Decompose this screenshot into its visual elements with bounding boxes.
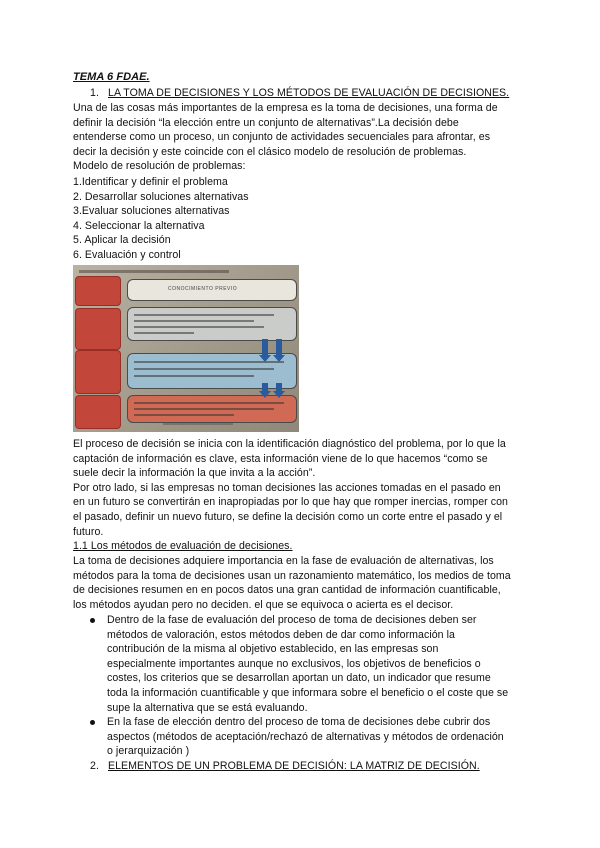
figure-text-smudge xyxy=(134,402,284,404)
text-line: especialmente importantes aunque no exclusivos, los objetivos de beneficios o xyxy=(107,657,481,670)
intro-paragraph xyxy=(73,101,535,174)
step-item: 6. Evaluación y control xyxy=(73,248,181,261)
text-line: métodos de valoración, estos métodos deben de dar como información la xyxy=(107,628,455,641)
figure-knowledge-box xyxy=(127,279,297,301)
step-item: 5. Aplicar la decisión xyxy=(73,234,171,247)
text-line: contribución de la misma al objetivo establecido, en las empresas son xyxy=(107,643,439,656)
figure-text-smudge xyxy=(134,332,194,334)
figure-text-smudge xyxy=(134,414,234,416)
paragraph-3 xyxy=(73,554,535,612)
subsection-heading: 1.1 Los métodos de evaluación de decisiones. xyxy=(73,540,293,552)
figure-text-smudge xyxy=(134,408,274,410)
figure-arrowhead xyxy=(273,355,285,362)
step-item: 1.Identificar y definir el problema xyxy=(73,176,228,188)
step-item: 2. Desarrollar soluciones alternativas xyxy=(73,190,249,203)
figure-text-smudge xyxy=(134,368,274,370)
text-line: el pasado, definir un nuevo futuro, se define la decisión como un corte entre el pasado y el xyxy=(73,510,503,523)
decision-process-figure xyxy=(73,265,299,432)
text-line: El proceso de decisión se inicia con la identificación diagnóstico del problema, por lo que la xyxy=(73,438,506,450)
section-number: 2. xyxy=(90,760,99,772)
bullet-dot-icon xyxy=(90,618,95,623)
text-line: decir la decisión y este coincide con el clásico modelo de resolución de problemas. xyxy=(73,145,467,158)
text-line: futuro. xyxy=(73,525,104,538)
figure-step-box xyxy=(76,309,120,349)
text-line: métodos para la toma de decisiones usan un razonamiento matemático, los medios de toma xyxy=(73,569,511,582)
text-line: La toma de decisiones adquiere importancia en la fase de evaluación de alternativas, los xyxy=(73,555,494,567)
figure-arrowhead xyxy=(273,391,285,398)
figure-text-smudge xyxy=(134,314,274,316)
figure-design-box xyxy=(127,353,297,389)
text-line: los métodos ayudan pero no deciden. el que se equivoca o acierta es el decisor. xyxy=(73,598,454,611)
text-line: En la fase de elección dentro del proceso de toma de decisiones debe cubrir dos xyxy=(107,716,491,729)
text-line: suele decir la información la que invita a la acción”. xyxy=(73,467,316,480)
text-line: Dentro de la fase de evaluación del proceso de toma de decisiones deben ser xyxy=(107,614,477,626)
step-item: 4. Seleccionar la alternativa xyxy=(73,219,205,232)
steps-list xyxy=(73,175,535,263)
figure-text-smudge xyxy=(134,375,254,377)
text-line: entenderse como un proceso, un conjunto de actividades secuenciales para afrontar, es xyxy=(73,131,491,144)
text-line: en un futuro se convertirán en inapropiadas por lo que hay que romper inercias, romper con xyxy=(73,496,508,509)
section-label: ELEMENTOS DE UN PROBLEMA DE DECISIÓN: LA MATRIZ DE DECISIÓN. xyxy=(108,760,480,772)
paragraph-2 xyxy=(73,437,535,539)
figure-arrowhead xyxy=(259,355,271,362)
text-line: de decisiones resumen en en pocos datos una gran cantidad de información cuantificable, xyxy=(73,584,501,597)
bullet-dot-icon xyxy=(90,720,95,725)
figure-box-label: CONOCIMIENTO PREVIO xyxy=(168,286,238,292)
figure-apply-box xyxy=(127,395,297,423)
figure-text-smudge xyxy=(134,320,254,322)
text-line: Modelo de resolución de problemas: xyxy=(73,160,246,173)
text-line: o jerarquización ) xyxy=(107,745,190,758)
step-item: 3.Evaluar soluciones alternativas xyxy=(73,205,230,218)
text-line: toda la información cuantificable y que informara sobre el beneficio o el coste que se xyxy=(107,686,509,699)
text-line: aspectos (métodos de aceptación/rechazó de alternativas y métodos de ordenación xyxy=(107,730,504,743)
text-line: definir la decisión “la elección entre un conjunto de alternativas”.La decisión debe xyxy=(73,116,459,129)
section-number: 1. xyxy=(90,87,99,99)
text-line: Una de las cosas más importantes de la empresa es la toma de decisiones, una forma de xyxy=(73,102,498,114)
figure-diagnosis-box xyxy=(127,307,297,341)
text-line: Por otro lado, si las empresas no toman decisiones las acciones tomadas en el pasado en xyxy=(73,481,501,494)
figure-step-box xyxy=(76,396,120,428)
bullet-list xyxy=(90,613,530,759)
figure-arrowhead xyxy=(259,391,271,398)
bullet-item xyxy=(90,715,530,759)
figure-source-smudge xyxy=(163,423,233,425)
section-label: LA TOMA DE DECISIONES Y LOS MÉTODOS DE EVALUACIÓN DE DECISIONES. xyxy=(108,87,510,99)
text-line: supe la alternativa que se está evaluando. xyxy=(107,701,308,714)
text-line: costes, los criterios que se desarrollan aportan un dato, un indicador que resume xyxy=(107,672,491,685)
page-title: TEMA 6 FDAE. xyxy=(73,71,150,83)
figure-step-box xyxy=(76,277,120,305)
figure-step-box xyxy=(76,351,120,393)
bullet-item xyxy=(90,613,530,715)
text-line: captación de información es clave, esta información viene de lo que hacemos “como se xyxy=(73,452,488,465)
figure-caption-smudge xyxy=(79,267,229,273)
figure-text-smudge xyxy=(134,326,264,328)
